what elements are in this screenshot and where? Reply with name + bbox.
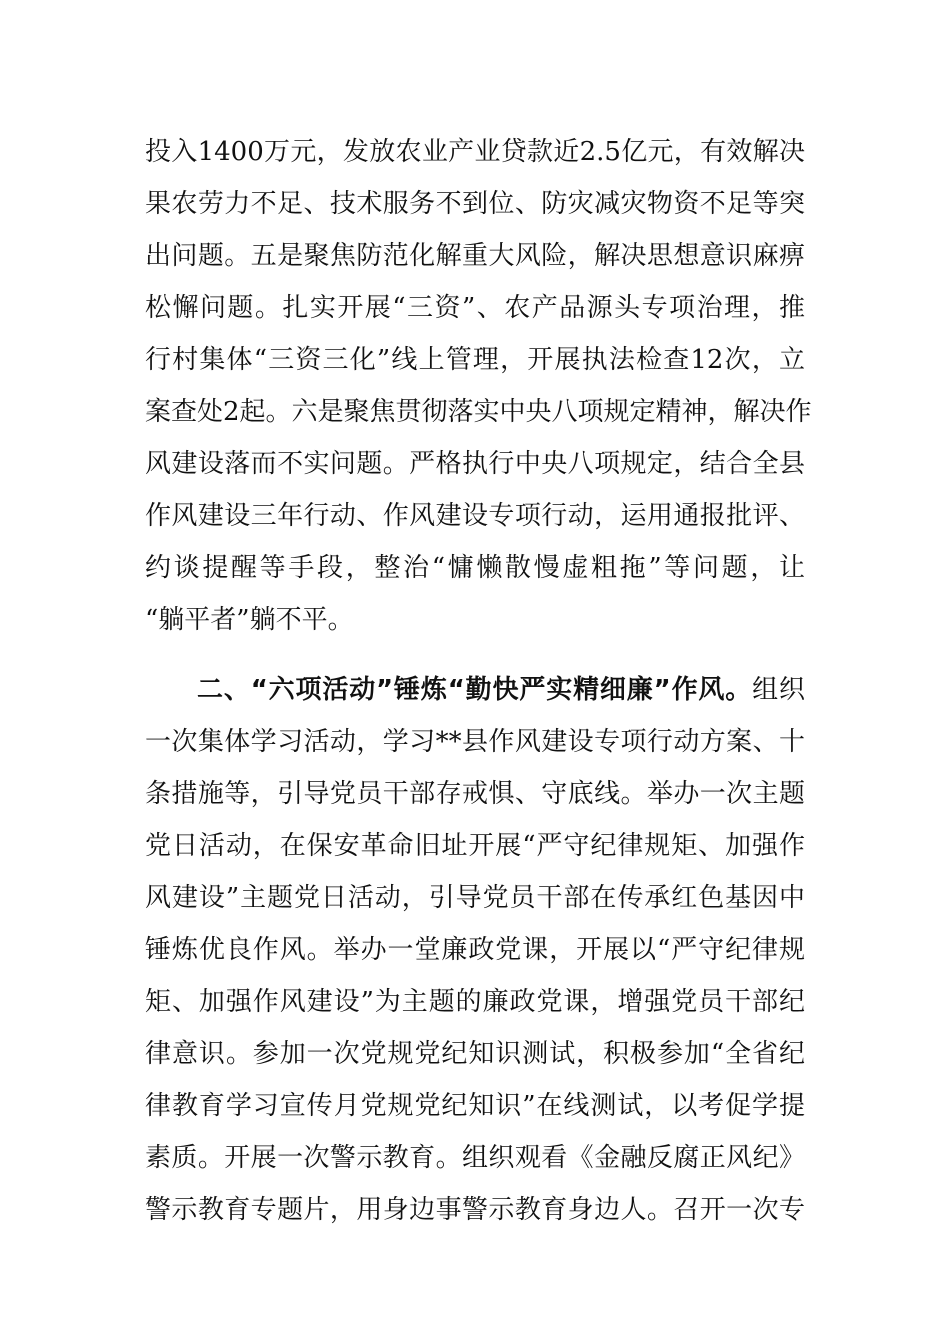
text-line: 风建设落而不实问题。严格执行中央八项规定，结合全县: [145, 449, 805, 479]
text-line: 党日活动，在保安革命旧址开展“严守纪律规矩、加强作: [145, 831, 805, 861]
heading-trailing-text: 组织: [752, 675, 805, 705]
text-line: 律教育学习宣传月党规党纪知识”在线测试，以考促学提: [145, 1091, 805, 1121]
text-line: 锤炼优良作风。举办一堂廉政党课，开展以“严守纪律规: [145, 935, 805, 965]
text-line: 素质。开展一次警示教育。组织观看《金融反腐正风纪》: [145, 1143, 805, 1173]
text-line: 警示教育专题片，用身边事警示教育身边人。召开一次专: [145, 1195, 805, 1225]
text-line: “躺平者”躺不平。: [145, 605, 354, 635]
text-line: 作风建设三年行动、作风建设专项行动，运用通报批评、: [145, 501, 805, 531]
text-line: 投入1400万元，发放农业产业贷款近2.5亿元，有效解决: [145, 137, 805, 167]
text-line: 出问题。五是聚焦防范化解重大风险，解决思想意识麻痹: [145, 241, 805, 271]
text-line: 果农劳力不足、技术服务不到位、防灾减灾物资不足等突: [145, 189, 805, 219]
text-line: 行村集体“三资三化”线上管理，开展执法检查12次，立: [145, 345, 805, 375]
paragraph-heading-line: [197, 664, 805, 716]
text-line: 矩、加强作风建设”为主题的廉政党课，增强党员干部纪: [145, 987, 805, 1017]
section-heading: 二、“六项活动”锤炼“勤快严实精细廉”作风。: [197, 675, 753, 705]
text-line: 风建设”主题党日活动，引导党员干部在传承红色基因中: [145, 883, 805, 913]
text-line: 条措施等，引导党员干部存戒惧、守底线。举办一次主题: [145, 779, 805, 809]
text-line: 松懈问题。扎实开展“三资”、农产品源头专项治理，推: [145, 293, 805, 323]
text-line: 案查处2起。六是聚焦贯彻落实中央八项规定精神，解决作: [145, 397, 812, 427]
text-line: 律意识。参加一次党规党纪知识测试，积极参加“全省纪: [145, 1039, 805, 1069]
text-line: 一次集体学习活动，学习**县作风建设专项行动方案、十: [145, 727, 805, 757]
text-line: 约谈提醒等手段，整治“慵懒散慢虚粗拖”等问题，让: [145, 553, 805, 583]
